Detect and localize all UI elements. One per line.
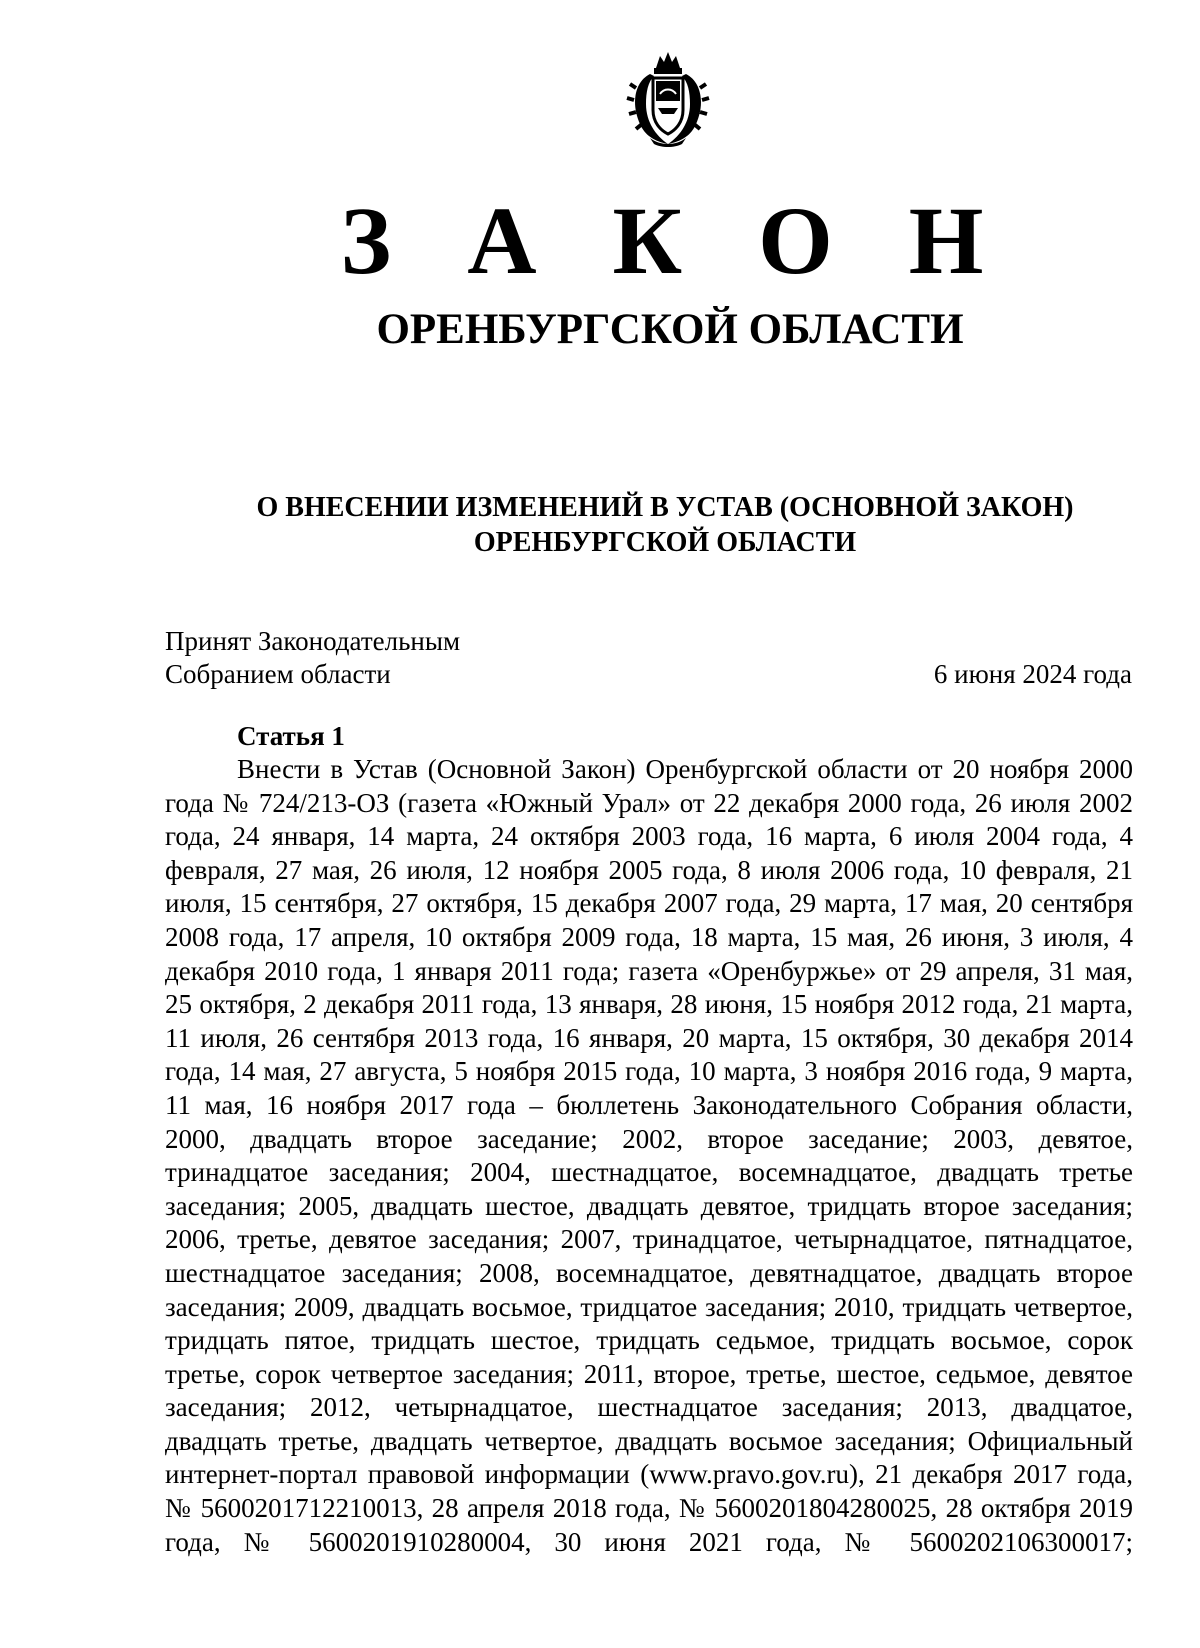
article-heading: Статья 1 [237, 721, 345, 751]
law-name-line-1: О ВНЕСЕНИИ ИЗМЕНЕНИЙ В УСТАВ (ОСНОВНОЙ ЗАКОН) [256, 492, 1074, 523]
adoption-line-1: Принят Законодательным [165, 626, 461, 656]
document-subtitle: ОРЕНБУРГСКОЙ ОБЛАСТИ [376, 306, 964, 353]
adoption-line-2: Собранием области [165, 659, 391, 689]
article-body: Внести в Устав (Основной Закон) Оренбургской области от 20 ноября 2000 года № 724/213-ОЗ (газета «Южный Урал» от 22 декабря 2000 года, 26 июля 2002 года, 24 января, 14 марта, 24 октября 2003 года, 16 марта, 6 июля 2004 года, 4 февраля, 27 мая, 26 июля, 12 ноября 2005 года, 8 июля 2006 года, 10 февраля, 21 июля, 15 сентября, 27 октября, 15 декабря 2007 года, 29 марта, 17 мая, 20 сентября 2008 года, 17 апреля, 10 октября 2009 года, 18 марта, 15 мая, 26 июня, 3 июля, 4 декабря 2010 года, 1 января 2011 года; газета «Оренбуржье» от 29 апреля, 31 мая, 25 октября, 2 декабря 2011 года, 13 января, 28 июня, 15 ноября 2012 года, 21 марта, 11 июля, 26 сентября 2013 года, 16 января, 20 марта, 15 октября, 30 декабря 2014 года, 14 мая, 27 августа, 5 ноября 2015 года, 10 марта, 3 ноября 2016 года, 9 марта, 11 мая, 16 ноября 2017 года – бюллетень Законодательного Собрания области, 2000, двадцать второе заседание; 2002, второе заседание; 2003, девятое, тринадцатое заседания; 2004, шестнадцатое, восемнадцатое, двадцать третье заседания; 2005, двадцать шестое, двадцать девятое, тридцать второе заседания; 2006, третье, девятое заседания; 2007, тринадцатое, четырнадцатое, пятнадцатое, шестнадцатое заседания; 2008, восемнадцатое, девятнадцатое, двадцать второе заседания; 2009, двадцать восьмое, тридцатое заседания; 2010, тридцать четвертое, тридцать пятое, тридцать шестое, тридцать седьмое, тридцать восьмое, сорок третье, сорок четвертое заседания; 2011, второе, третье, шестое, седьмое, девятое заседания; 2012, четырнадцатое, шестнадцатое заседания; 2013, двадцатое, двадцать третье, двадцать четвертое, двадцать восьмое заседания; Официальный интернет-портал правовой информации (www.pravo.gov.ru), 21 декабря 2017 года, № 5600201712210013, 28 апреля 2018 года, № 5600201804280025, 28 октября 2019 года, № 5600201910280004, 30 июня 2021 года, № 5600202106300017; [165, 754, 1133, 1557]
law-name-line-2: ОРЕНБУРГСКОЙ ОБЛАСТИ [473, 527, 857, 558]
document-title: З А К О Н [340, 187, 1010, 294]
coat-of-arms-emblem [620, 48, 716, 148]
adoption-note [165, 625, 460, 691]
adoption-date: 6 июня 2024 года [933, 659, 1132, 689]
law-name [0, 490, 1200, 560]
emblem-graphic [620, 48, 716, 148]
